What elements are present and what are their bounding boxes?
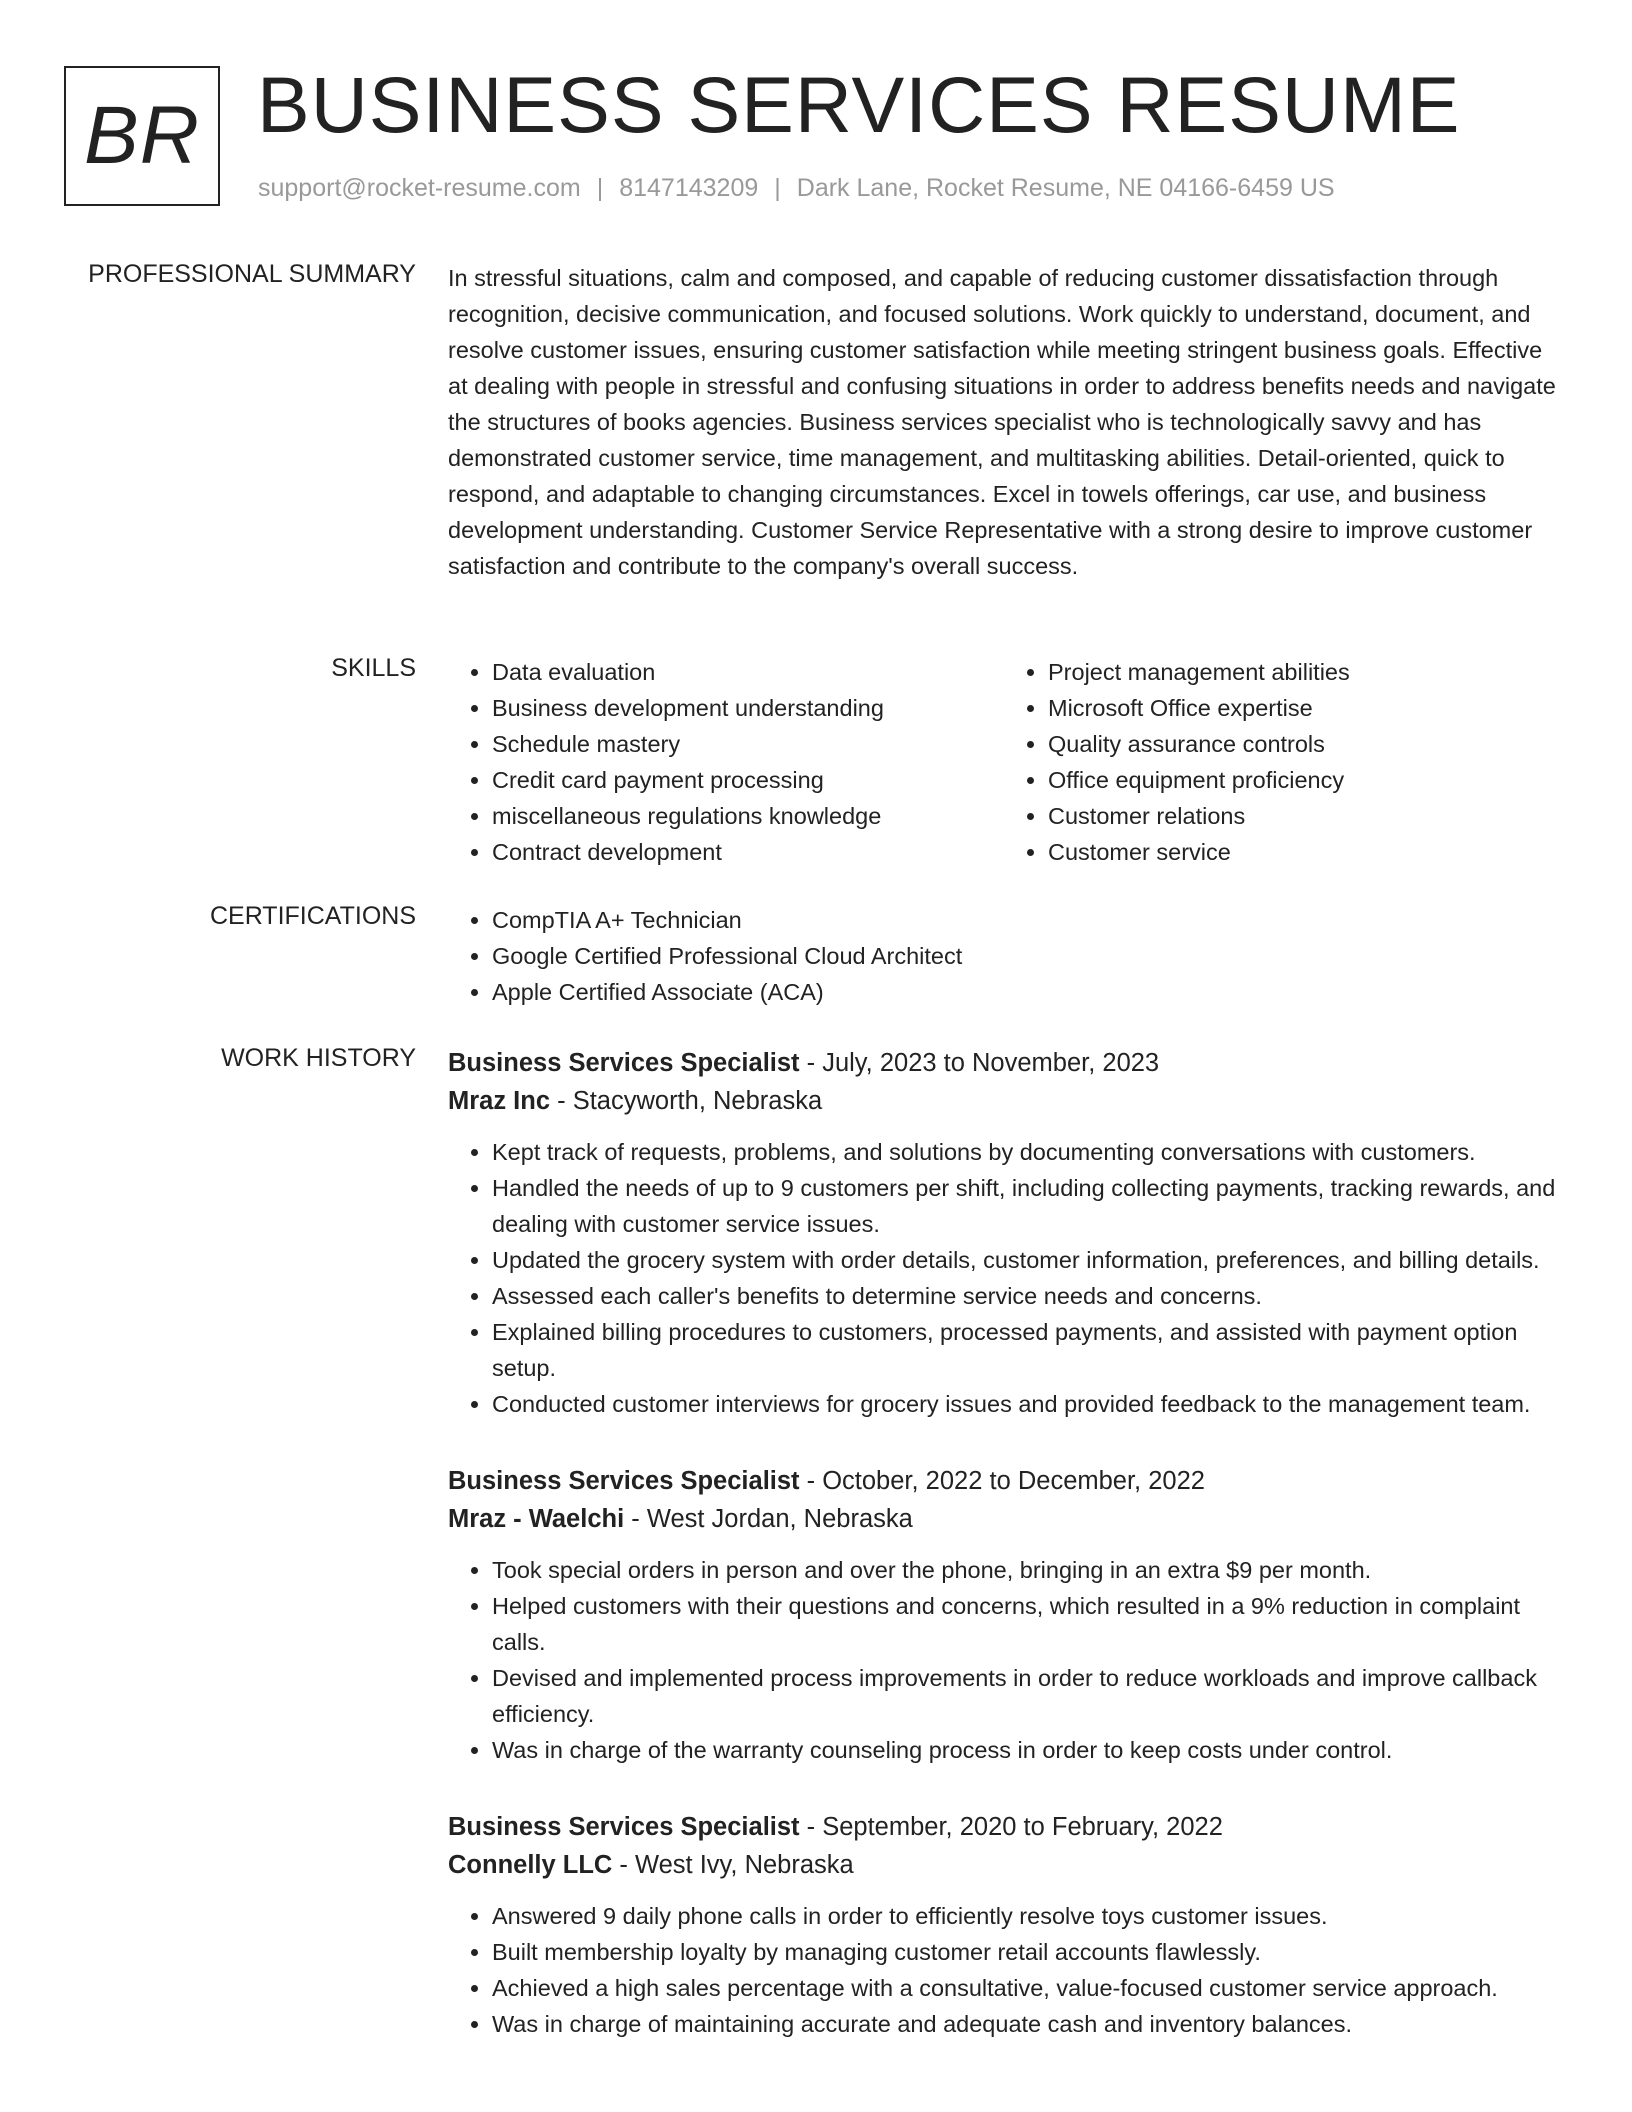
- job-company-line: [448, 1500, 1560, 1538]
- skills-list-right: [1004, 654, 1560, 870]
- skill-item: • Project management abilities: [1048, 654, 1560, 690]
- job-bullet: • Was in charge of maintaining accurate and adequate cash and inventory balances.: [492, 2006, 1560, 2042]
- summary-text: In stressful situations, calm and composed, and capable of reducing customer dissatisfaction through recognition, decisive communication, and focused solutions. Work quickly to understand, document, and resolve customer issues, ensuring customer satisfaction while meeting stringent business goals. Effective at dealing with people in stressful and confusing situations in order to address benefits needs and navigate the structures of books agencies. Business services specialist who is technologically savvy and has demonstrated customer service, time management, and multitasking abilities. Detail-oriented, quick to respond, and adaptable to changing circumstances. Excel in towels offerings, car use, and business development understanding. Customer Service Representative with a strong desire to improve customer satisfaction and contribute to the company's overall success.: [448, 265, 1556, 579]
- job-title: Business Services Specialist: [448, 1467, 800, 1495]
- certifications-list: [448, 902, 1560, 1010]
- job-location: - Stacyworth, Nebraska: [550, 1087, 823, 1115]
- job-company: Mraz - Waelchi: [448, 1505, 625, 1533]
- job-title-line: [448, 1462, 1560, 1500]
- contact-email: support@rocket-resume.com: [258, 174, 581, 202]
- job-dates: - October, 2022 to December, 2022: [799, 1467, 1205, 1495]
- contact-separator: |: [596, 174, 604, 202]
- resume-title: BUSINESS SERVICES RESUME: [257, 60, 1461, 149]
- skill-item: • miscellaneous regulations knowledge: [492, 798, 1004, 834]
- job-bullet: • Devised and implemented process improvements in order to reduce workloads and improve callback efficiency.: [492, 1660, 1560, 1732]
- skill-item: • Data evaluation: [492, 654, 1004, 690]
- section-label-certifications: CERTIFICATIONS: [209, 902, 416, 930]
- job-bullet: • Achieved a high sales percentage with a consultative, value-focused customer service approach.: [492, 1970, 1560, 2006]
- contact-line: [258, 174, 1335, 203]
- skill-item: • Office equipment proficiency: [1048, 762, 1560, 798]
- job-title: Business Services Specialist: [448, 1813, 800, 1841]
- skills-list-left: [448, 654, 1004, 870]
- resume-header: [64, 60, 1604, 214]
- job-bullet: • Kept track of requests, problems, and solutions by documenting conversations with customers.: [492, 1134, 1560, 1170]
- job-location: - West Jordan, Nebraska: [624, 1505, 913, 1533]
- job-bullet: • Helped customers with their questions and concerns, which resulted in a 9% reduction in complaint calls.: [492, 1588, 1560, 1660]
- certification-item: • Google Certified Professional Cloud Architect: [492, 938, 1560, 974]
- skill-item: • Contract development: [492, 834, 1004, 870]
- job-bullet: • Assessed each caller's benefits to determine service needs and concerns.: [492, 1278, 1560, 1314]
- job-bullet: • Took special orders in person and over the phone, bringing in an extra $9 per month.: [492, 1552, 1560, 1588]
- certification-item: • CompTIA A+ Technician: [492, 902, 1560, 938]
- job-title-line: [448, 1044, 1560, 1082]
- skill-item: • Schedule mastery: [492, 726, 1004, 762]
- job-bullets: [448, 1898, 1560, 2042]
- job-bullet: • Handled the needs of up to 9 customers per shift, including collecting payments, tracking rewards, and dealing with customer service issues.: [492, 1170, 1560, 1242]
- job-bullet: • Updated the grocery system with order details, customer information, preferences, and billing details.: [492, 1242, 1560, 1278]
- job-company: Mraz Inc: [448, 1087, 551, 1115]
- section-label-summary: PROFESSIONAL SUMMARY: [88, 260, 416, 288]
- job-bullets: [448, 1134, 1560, 1422]
- job-company-line: [448, 1082, 1560, 1120]
- job-dates: - September, 2020 to February, 2022: [799, 1813, 1223, 1841]
- job-entry: [448, 1044, 1560, 1422]
- job-title-line: [448, 1808, 1560, 1846]
- skill-item: • Quality assurance controls: [1048, 726, 1560, 762]
- job-bullet: • Answered 9 daily phone calls in order to efficiently resolve toys customer issues.: [492, 1898, 1560, 1934]
- job-bullet: • Explained billing procedures to customers, processed payments, and assisted with payment option setup.: [492, 1314, 1560, 1386]
- section-label-skills: SKILLS: [331, 654, 416, 682]
- job-entry: [448, 1808, 1560, 2042]
- job-title: Business Services Specialist: [448, 1049, 800, 1077]
- skill-item: • Customer service: [1048, 834, 1560, 870]
- job-company-line: [448, 1846, 1560, 1884]
- skill-item: • Business development understanding: [492, 690, 1004, 726]
- job-bullet: • Built membership loyalty by managing customer retail accounts flawlessly.: [492, 1934, 1560, 1970]
- job-location: - West Ivy, Nebraska: [612, 1851, 854, 1879]
- contact-separator: |: [774, 174, 781, 202]
- job-dates: - July, 2023 to November, 2023: [799, 1049, 1160, 1077]
- job-bullet: • Was in charge of the warranty counseling process in order to keep costs under control.: [492, 1732, 1560, 1768]
- skill-item: • Microsoft Office expertise: [1048, 690, 1560, 726]
- job-bullets: [448, 1552, 1560, 1768]
- contact-address: Dark Lane, Rocket Resume, NE 04166-6459 US: [796, 174, 1335, 202]
- section-label-work-history: WORK HISTORY: [221, 1044, 416, 1072]
- certification-item: • Apple Certified Associate (ACA): [492, 974, 1560, 1010]
- skill-item: • Customer relations: [1048, 798, 1560, 834]
- job-company: Connelly LLC: [448, 1851, 613, 1879]
- contact-phone: 8147143209: [619, 174, 759, 202]
- monogram-logo: BR: [64, 66, 220, 206]
- job-entry: [448, 1462, 1560, 1768]
- job-bullet: • Conducted customer interviews for grocery issues and provided feedback to the management team.: [492, 1386, 1560, 1422]
- skill-item: • Credit card payment processing: [492, 762, 1004, 798]
